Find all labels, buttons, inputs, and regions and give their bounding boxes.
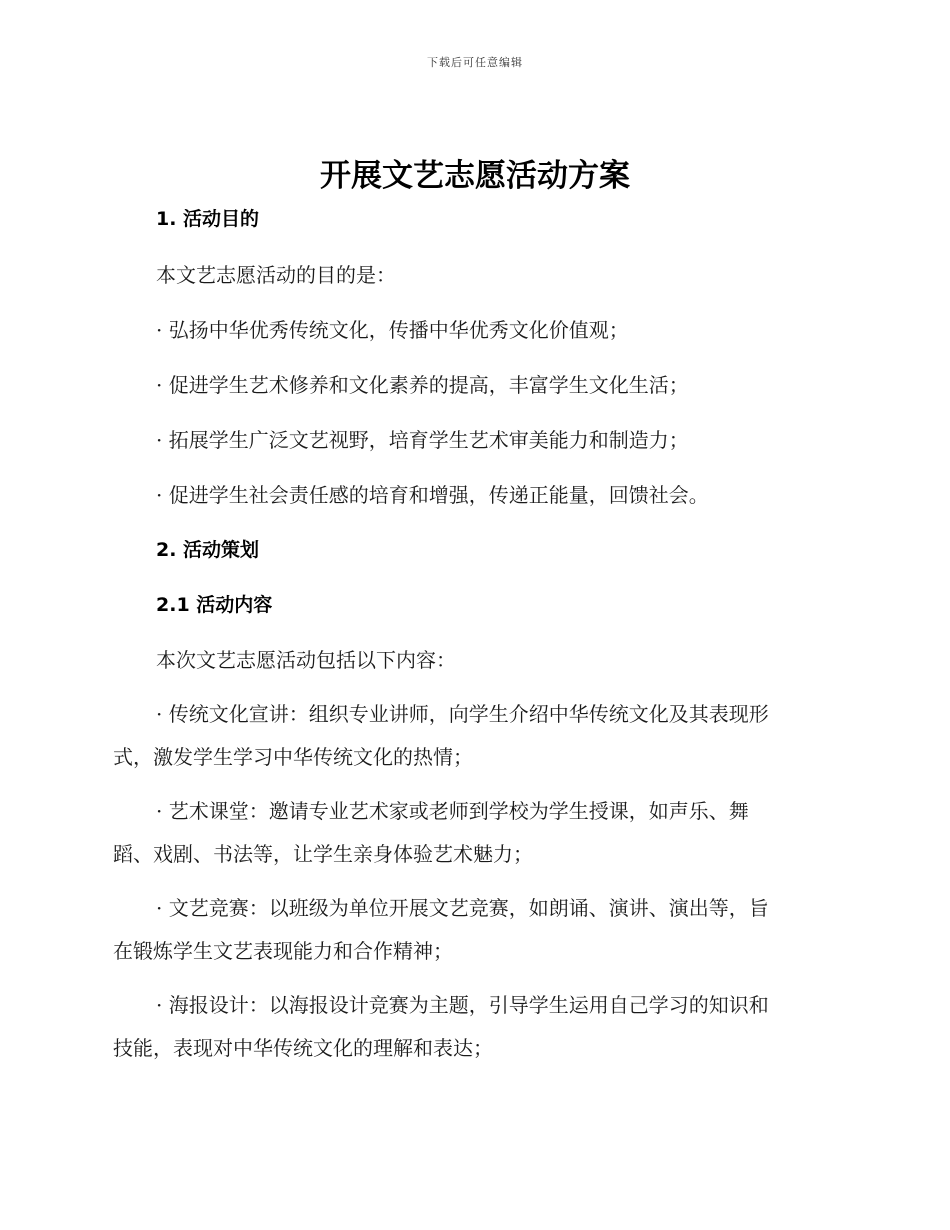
content-item-line-2: 在锻炼学生文艺表现能力和合作精神；	[113, 939, 453, 963]
content-item-line-2: 蹈、戏剧、书法等，让学生亲身体验艺术魅力；	[113, 842, 533, 866]
purpose-bullet: · 促进学生艺术修养和文化素养的提高，丰富学生文化生活；	[156, 373, 689, 397]
section-2-intro: 本次文艺志愿活动包括以下内容：	[156, 648, 456, 672]
page-header-note: 下载后可任意编辑	[427, 56, 523, 69]
content-item-line-2: 技能，表现对中华传统文化的理解和表达；	[113, 1036, 493, 1060]
section-2-1-heading: 2.1 活动内容	[156, 594, 273, 616]
purpose-bullet: · 弘扬中华优秀传统文化，传播中华优秀文化价值观；	[156, 318, 629, 342]
content-item-line-1: · 传统文化宣讲：组织专业讲师，向学生介绍中华传统文化及其表现形	[156, 702, 769, 726]
content-item-line-1: · 海报设计：以海报设计竞赛为主题，引导学生运用自己学习的知识和	[156, 993, 769, 1017]
content-item-line-1: · 文艺竞赛：以班级为单位开展文艺竞赛，如朗诵、演讲、演出等，旨	[156, 896, 769, 920]
section-2-heading: 2. 活动策划	[156, 539, 260, 561]
document-title: 开展文艺志愿活动方案	[320, 158, 630, 194]
purpose-bullet: · 拓展学生广泛文艺视野，培育学生艺术审美能力和制造力；	[156, 428, 689, 452]
purpose-bullet: · 促进学生社会责任感的培育和增强，传递正能量，回馈社会。	[156, 483, 709, 507]
content-item-line-1: · 艺术课堂：邀请专业艺术家或老师到学校为学生授课，如声乐、舞	[156, 799, 749, 823]
content-item-line-2: 式，激发学生学习中华传统文化的热情；	[113, 745, 473, 769]
section-1-intro: 本文艺志愿活动的目的是：	[156, 263, 396, 287]
section-1-heading: 1. 活动目的	[156, 208, 260, 230]
